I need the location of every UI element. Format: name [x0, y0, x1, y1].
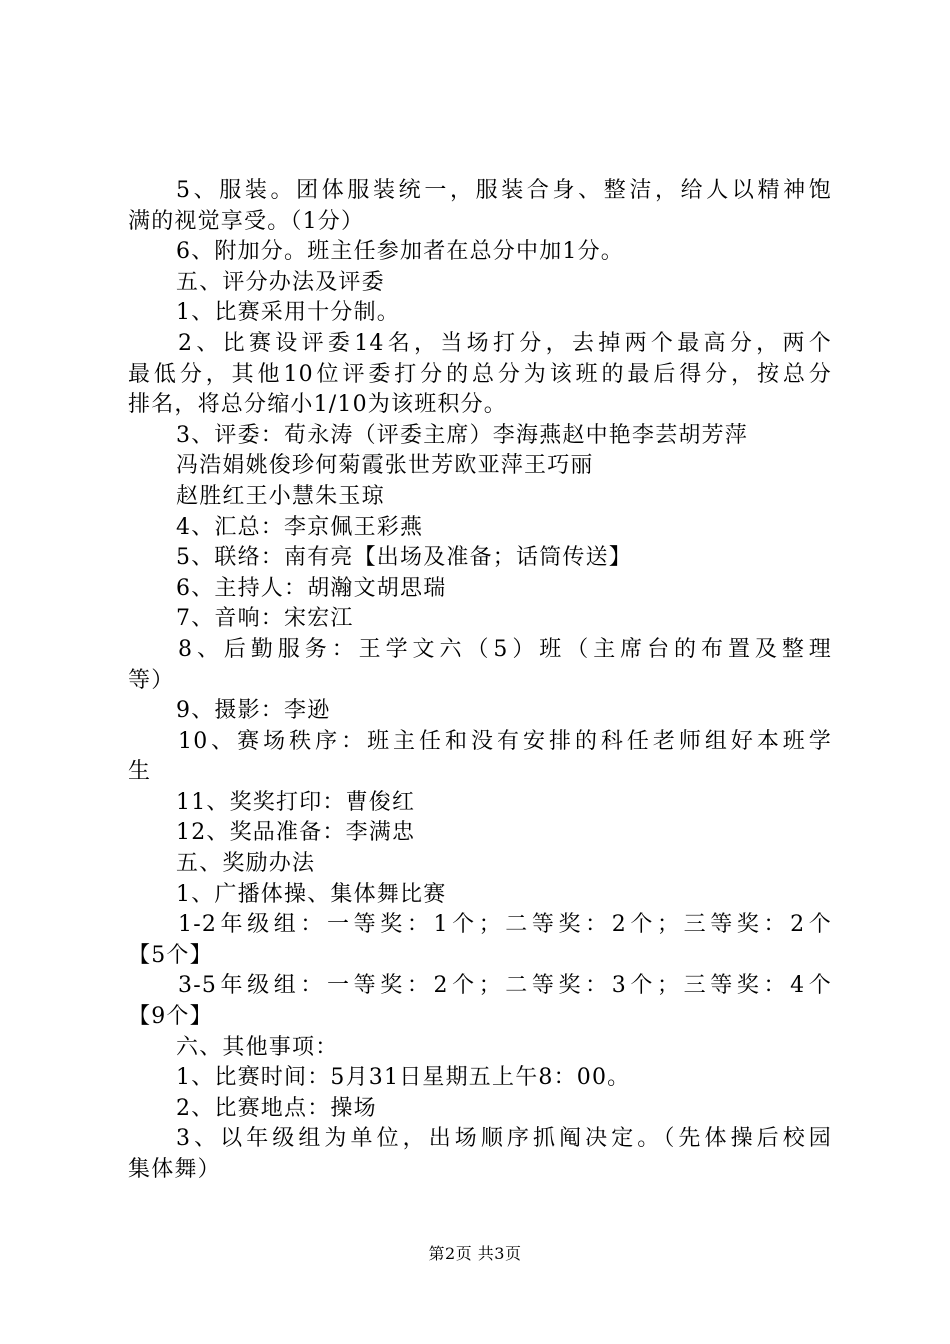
paragraph-line: 3、以年级组为单位，出场顺序抓阄决定。（先体操后校园	[176, 1126, 832, 1152]
paragraph-line: 等）	[128, 667, 175, 693]
paragraph-line: 11、奖奖打印：曹俊红	[176, 789, 416, 815]
paragraph-line: 集体舞）	[128, 1157, 221, 1182]
document-body	[128, 176, 832, 1186]
paragraph-line: 10、赛场秩序：班主任和没有安排的科任老师组好本班学	[178, 728, 832, 754]
paragraph-line: 最低分，其他10位评委打分的总分为该班的最后得分，按总分	[128, 361, 832, 387]
paragraph-line: 6、主持人：胡瀚文胡思瑞	[176, 575, 447, 601]
paragraph-line: 1、广播体操、集体舞比赛	[176, 881, 447, 907]
paragraph-line: 生	[128, 759, 152, 785]
paragraph-line: 3、评委：荀永涛（评委主席）李海燕赵中艳李芸胡芳萍	[176, 422, 748, 448]
paragraph-line: 满的视觉享受。（1分）	[128, 208, 365, 234]
paragraph-line: 2、比赛设评委14名，当场打分，去掉两个最高分，两个	[178, 330, 832, 356]
section-heading: 五、评分办法及评委	[176, 269, 385, 295]
paragraph-line: 1-2年级组：一等奖：1个；二等奖：2个；三等奖：2个	[178, 912, 832, 938]
paragraph-line: 冯浩娟姚俊珍何菊霞张世芳欧亚萍王巧丽	[176, 453, 594, 479]
paragraph-line: 6、附加分。班主任参加者在总分中加1分。	[176, 239, 624, 265]
paragraph-line: 5、服装。团体服装统一，服装合身、整洁，给人以精神饱	[176, 178, 832, 203]
paragraph-line: 【9个】	[128, 1004, 213, 1030]
paragraph-line: 9、摄影：李逊	[176, 698, 331, 724]
paragraph-line: 排名，将总分缩小1/10为该班积分。	[128, 392, 508, 418]
paragraph-line: 8、后勤服务：王学文六（5）班（主席台的布置及整理	[178, 636, 832, 662]
paragraph-line: 5、联络：南有亮【出场及准备；话筒传送】	[176, 545, 632, 571]
section-heading: 五、奖励办法	[176, 851, 316, 877]
section-heading: 六、其他事项：	[176, 1034, 339, 1060]
paragraph-line: 赵胜红王小慧朱玉琼	[176, 483, 385, 509]
paragraph-line: 2、比赛地点：操场	[176, 1095, 377, 1121]
paragraph-line: 7、音响：宋宏江	[176, 606, 354, 632]
paragraph-line: 4、汇总：李京佩王彩燕	[176, 514, 424, 540]
page-number-footer: 第2页 共3页	[428, 1244, 522, 1263]
paragraph-line: 1、比赛时间：5月31日星期五上午8：00。	[176, 1065, 631, 1091]
paragraph-line: 12、奖品准备：李满忠	[176, 820, 416, 846]
paragraph-line: 1、比赛采用十分制。	[176, 300, 400, 326]
paragraph-line: 3-5年级组：一等奖：2个；二等奖：3个；三等奖：4个	[178, 973, 832, 999]
paragraph-line: 【5个】	[128, 942, 213, 968]
